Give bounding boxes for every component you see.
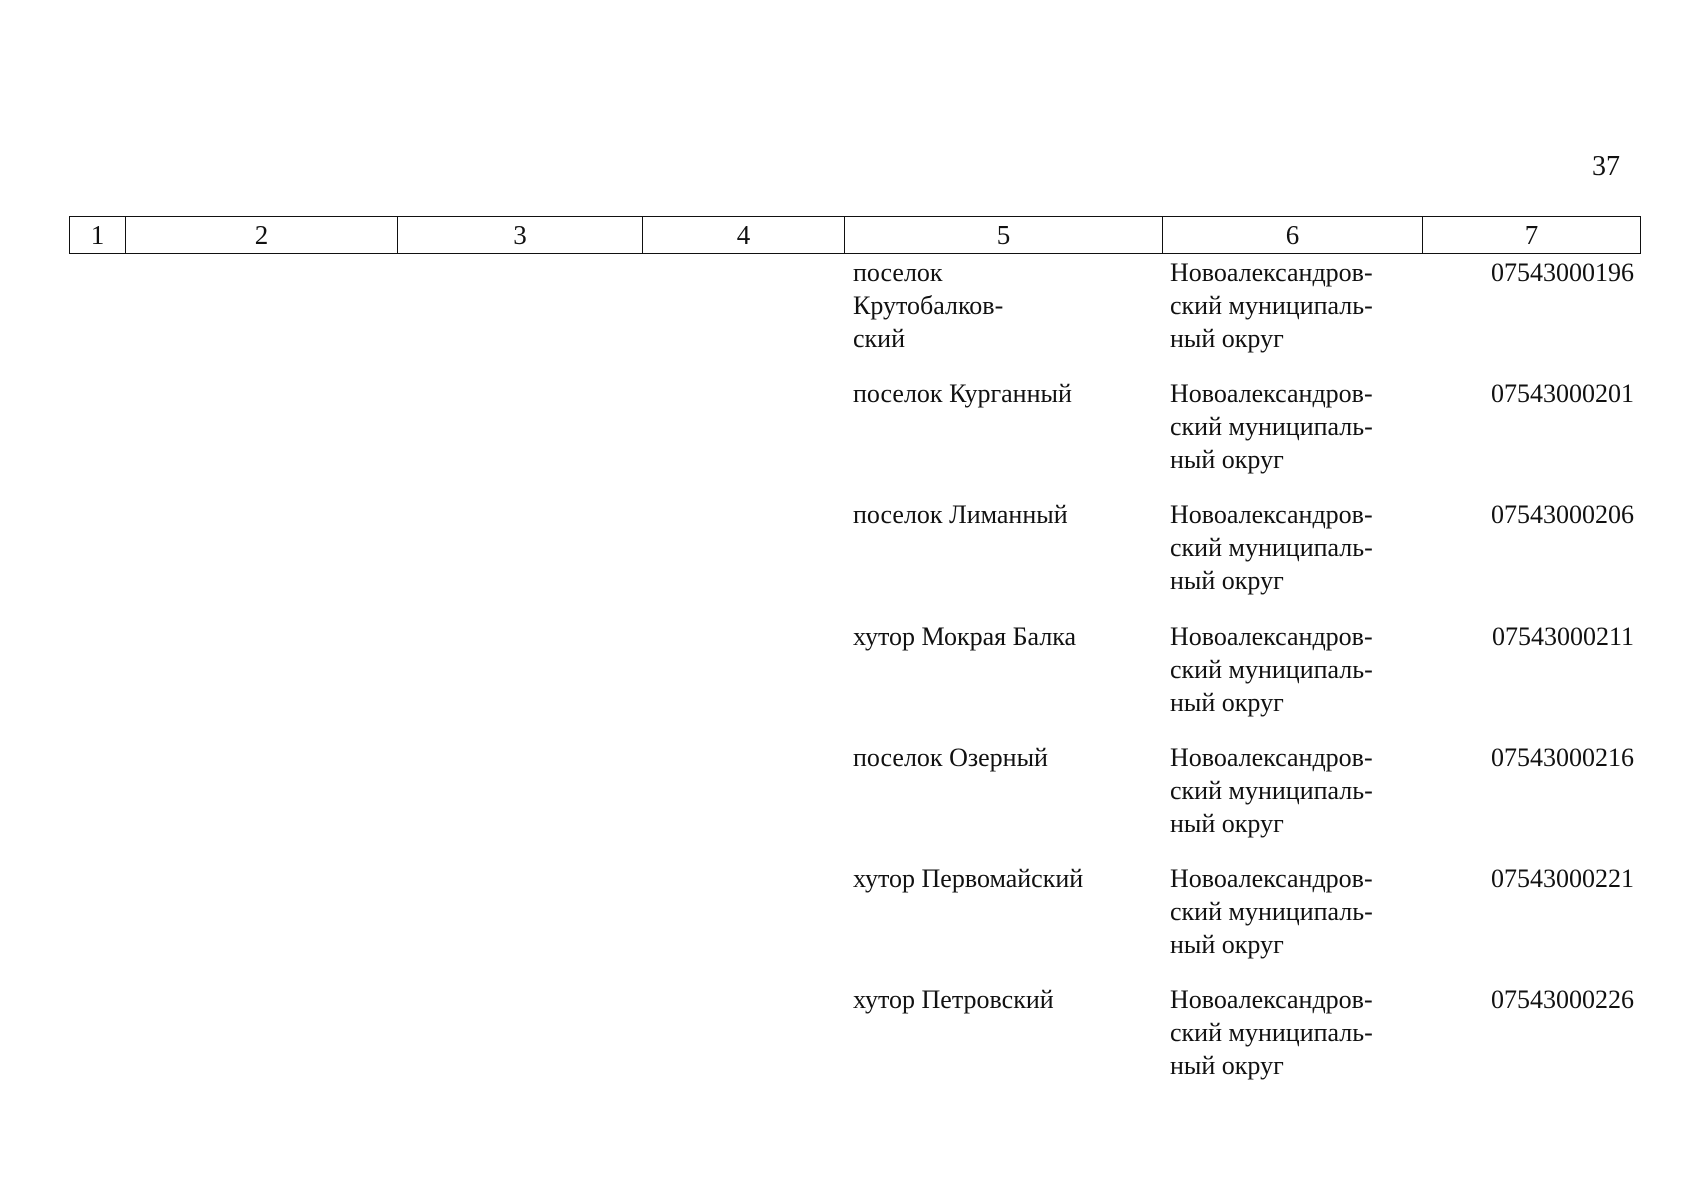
settlement-name: поселок Озерный — [853, 743, 1048, 772]
municipality-name: Новоалександров- ский муниципаль- ный округ — [1170, 743, 1373, 838]
settlement-name: хутор Петровский — [853, 985, 1054, 1014]
header-col-4: 4 — [643, 217, 845, 254]
oktmo-code: 07543000196 — [1491, 258, 1634, 287]
municipality-name: Новоалександров- ский муниципаль- ный округ — [1170, 622, 1373, 717]
settlement-name: поселок Крутобалков- ский — [853, 258, 1021, 353]
table-row — [0, 498, 1697, 608]
table-row — [0, 862, 1697, 972]
settlement-name: хутор Мокрая Балка — [853, 622, 1077, 651]
municipality-name: Новоалександров- ский муниципаль- ный округ — [1170, 985, 1373, 1080]
table-row — [0, 983, 1697, 1093]
oktmo-code: 07543000201 — [1491, 379, 1634, 408]
table-row — [0, 741, 1697, 851]
municipality-name: Новоалександров- ский муниципаль- ный округ — [1170, 500, 1373, 595]
oktmo-code: 07543000211 — [1491, 622, 1634, 651]
table-row — [0, 256, 1697, 366]
header-col-5: 5 — [845, 217, 1163, 254]
table-row — [0, 620, 1697, 730]
table-row — [0, 377, 1697, 487]
settlement-name: хутор Первомайский — [853, 864, 1084, 893]
municipality-name: Новоалександров- ский муниципаль- ный округ — [1170, 258, 1373, 353]
oktmo-code: 07543000226 — [1491, 985, 1634, 1014]
page-number: 37 — [1592, 151, 1620, 182]
municipality-name: Новоалександров- ский муниципаль- ный округ — [1170, 379, 1373, 474]
oktmo-code: 07543000216 — [1491, 743, 1634, 772]
municipality-name: Новоалександров- ский муниципаль- ный округ — [1170, 864, 1373, 959]
settlement-name: поселок Лиманный — [853, 500, 1068, 529]
header-col-2: 2 — [126, 217, 398, 254]
header-col-3: 3 — [398, 217, 643, 254]
header-col-1: 1 — [70, 217, 126, 254]
oktmo-code: 07543000206 — [1491, 500, 1634, 529]
header-col-6: 6 — [1163, 217, 1423, 254]
oktmo-code: 07543000221 — [1491, 864, 1634, 893]
settlement-name: поселок Курганный — [853, 379, 1072, 408]
header-col-7: 7 — [1423, 217, 1641, 254]
